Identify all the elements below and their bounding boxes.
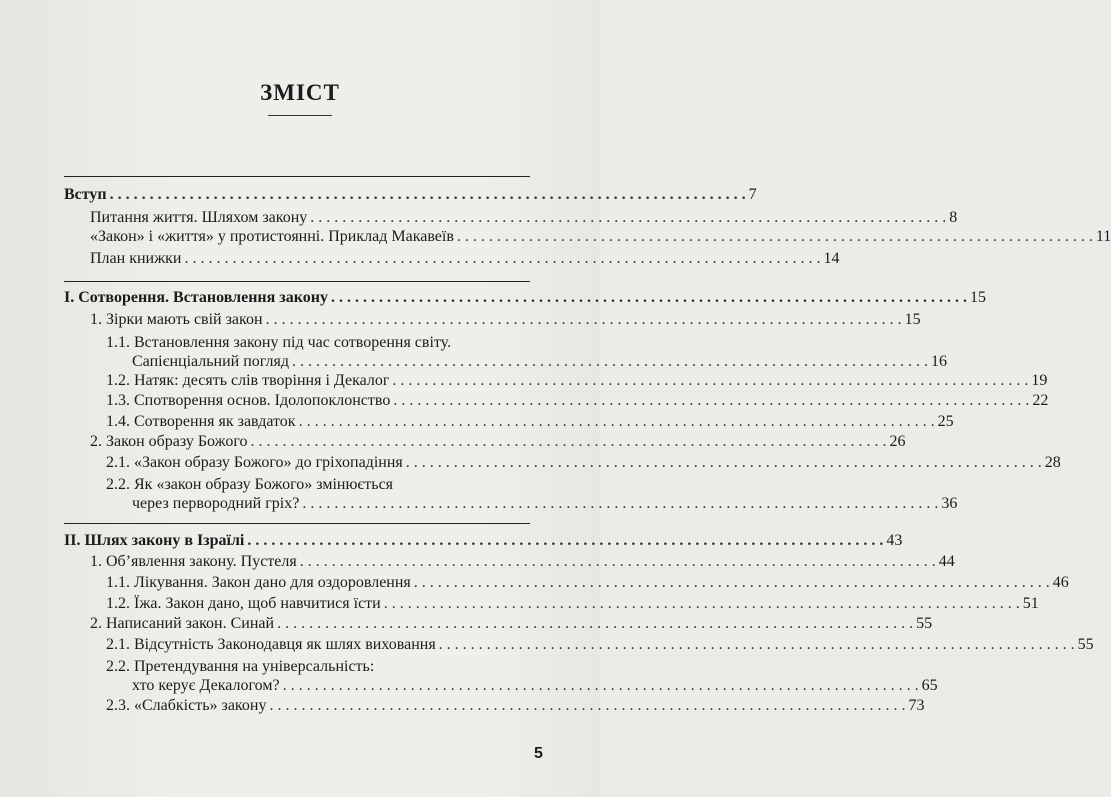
leader-dots	[283, 677, 919, 695]
toc-entry-page: 22	[1032, 392, 1049, 409]
toc-entry-label: «Закон» і «життя» у протистоянні. Приклад Макавеїв	[90, 228, 454, 245]
toc-entry	[90, 553, 955, 571]
toc-entry	[106, 636, 1094, 654]
toc-entry	[106, 372, 1048, 390]
toc-entry-intro	[64, 186, 757, 204]
toc-entry-two-line	[106, 657, 938, 695]
toc-entry-page: 8	[949, 209, 958, 226]
toc-entry-label-line1: 2.2. Претендування на універсальність:	[106, 658, 375, 675]
toc-entry-label-line2: хто керує Декалогом?	[132, 677, 280, 694]
leader-dots	[310, 209, 946, 227]
toc-entry-page: 15	[904, 311, 921, 328]
toc-entry	[106, 574, 1069, 592]
leader-dots	[331, 289, 967, 307]
toc-entry-page: 19	[1031, 372, 1048, 389]
toc-entry-label: 1. Об’явлення закону. Пустеля	[90, 553, 297, 570]
toc-entry	[106, 697, 925, 715]
toc-entry-page: 65	[921, 677, 938, 694]
toc-entry-label: 2.1. «Закон образу Божого» до гріхопадіння	[106, 454, 403, 471]
toc-entry-page: 36	[941, 495, 958, 512]
toc-entry-label-line1: 1.1. Встановлення закону під час сотворення світу.	[106, 334, 452, 351]
toc-entry	[90, 311, 921, 329]
toc-entry-page: 73	[908, 697, 925, 714]
toc-entry	[106, 595, 1039, 613]
toc-entry-page: 25	[937, 413, 954, 430]
toc-entry-page: 44	[938, 553, 955, 570]
leader-dots	[292, 353, 928, 371]
leader-dots	[269, 697, 905, 715]
toc-entry-label: 1.4. Сотворення як завдаток	[106, 413, 296, 430]
leader-dots	[439, 636, 1075, 654]
toc-entry-label: Вступ	[64, 186, 107, 203]
leader-dots	[247, 532, 883, 550]
toc-entry	[90, 250, 840, 268]
toc-entry-label: 1. Зірки мають свій закон	[90, 311, 263, 328]
toc-entry-label-line2: через первородний гріх?	[132, 495, 300, 512]
toc-entry-page: 14	[823, 250, 840, 267]
leader-dots	[300, 553, 936, 571]
leader-dots	[185, 250, 821, 268]
toc-entry-two-line	[106, 333, 948, 371]
page-number: 5	[534, 745, 543, 762]
toc-entry-label: 1.3. Спотворення основ. Ідолопоклонство	[106, 392, 391, 409]
leader-dots	[406, 454, 1042, 472]
toc-entry-page: 51	[1022, 595, 1039, 612]
toc-entry-part-1	[64, 289, 986, 307]
toc-entry-page: 11	[1095, 228, 1111, 245]
leader-dots	[414, 574, 1050, 592]
toc-entry-label: Питання життя. Шляхом закону	[90, 209, 308, 226]
leader-dots	[277, 615, 913, 633]
toc-entry-label: 2. Закон образу Божого	[90, 433, 248, 450]
section-divider	[64, 523, 530, 524]
toc-entry-label-line2: Сапієнціальний погляд	[132, 353, 290, 370]
toc-entry-label: 2.3. «Слабкість» закону	[106, 697, 267, 714]
leader-dots	[250, 433, 886, 451]
toc-entry-page: 46	[1052, 574, 1069, 591]
toc-entry-label: 2. Написаний закон. Синай	[90, 615, 275, 632]
toc-entry	[106, 454, 1061, 472]
toc-entry	[90, 209, 958, 227]
toc-entry	[90, 228, 1111, 246]
toc-entry	[90, 615, 933, 633]
toc-entry	[90, 433, 906, 451]
toc-entry-page: 28	[1044, 454, 1061, 471]
toc-entry	[106, 392, 1049, 410]
toc-entry-page: 7	[748, 186, 757, 203]
leader-dots	[299, 413, 935, 431]
title-underline	[268, 115, 332, 116]
toc-entry-page: 43	[886, 532, 903, 549]
toc-entry-page: 16	[931, 353, 948, 370]
toc-entry-label-line1: 2.2. Як «закон образу Божого» змінюється	[106, 476, 394, 493]
toc-entry-label: I. Сотворення. Встановлення закону	[64, 289, 328, 306]
toc-entry-label: План книжки	[90, 250, 182, 267]
leader-dots	[302, 495, 938, 513]
toc-entry-part-2	[64, 532, 903, 550]
leader-dots	[384, 595, 1020, 613]
toc-entry-label: 1.2. Їжа. Закон дано, щоб навчитися їсти	[106, 595, 381, 612]
page-title: ЗМІСТ	[260, 80, 340, 105]
toc-entry-label: II. Шлях закону в Ізраїлі	[64, 532, 245, 549]
toc-entry-label: 2.1. Відсутність Законодавця як шлях виховання	[106, 636, 436, 653]
toc-entry-page: 55	[1077, 636, 1094, 653]
section-divider	[64, 176, 530, 177]
toc-entry-page: 55	[916, 615, 933, 632]
leader-dots	[266, 311, 902, 329]
leader-dots	[393, 392, 1029, 410]
toc-entry-label: 1.2. Натяк: десять слів творіння і Декалог	[106, 372, 390, 389]
section-divider	[64, 281, 530, 282]
leader-dots	[392, 372, 1028, 390]
toc-entry	[106, 413, 954, 431]
toc-entry-two-line	[106, 475, 958, 513]
leader-dots	[457, 228, 1093, 246]
leader-dots	[110, 186, 746, 204]
toc-entry-page: 15	[969, 289, 986, 306]
toc-entry-label: 1.1. Лікування. Закон дано для оздоровлення	[106, 574, 411, 591]
toc-entry-page: 26	[889, 433, 906, 450]
